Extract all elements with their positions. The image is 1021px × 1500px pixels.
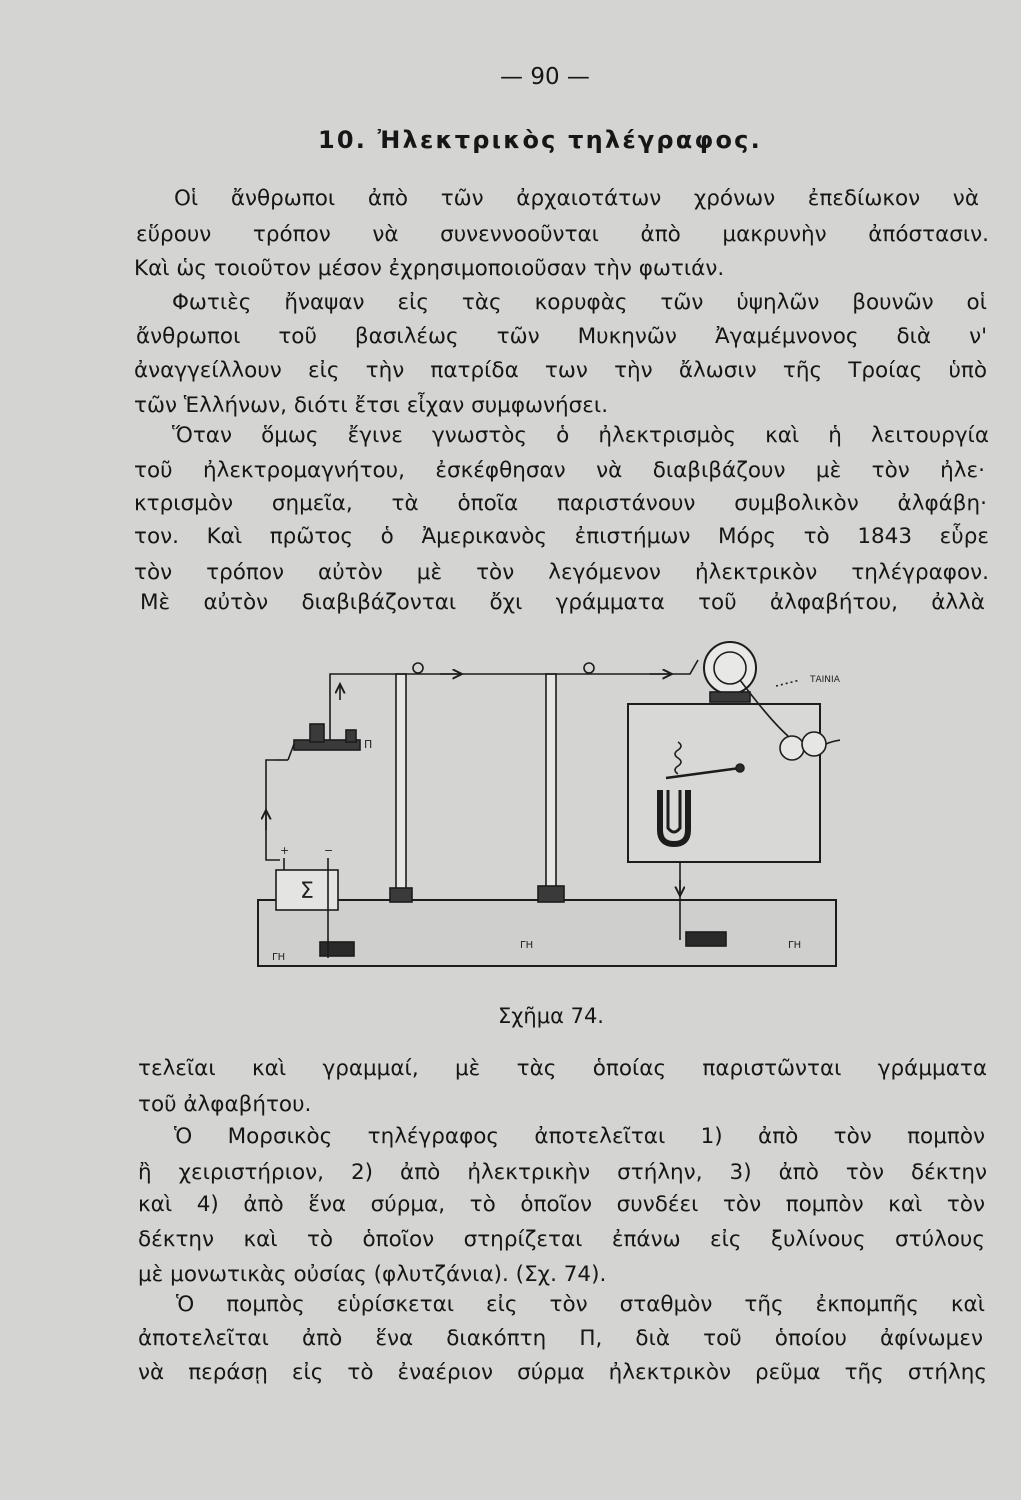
text-line: ἀποτελεῖται ἀπὸ ἕνα διακόπτη Π, διὰ τοῦ ὁποίου ἀφίνωμεν — [138, 1326, 983, 1351]
text-line: ἀναγγείλλουν εἰς τὴν πατρίδα των τὴν ἄλωσιν τῆς Τροίας ὑπὸ — [134, 358, 987, 383]
text-line: μὲ μονωτικὰς οὐσίας (φλυτζάνια). (Σχ. 74). — [138, 1262, 607, 1287]
text-line: Φωτιὲς ἤναψαν εἰς τὰς κορυφὰς τῶν ὑψηλῶν βουνῶν οἱ — [172, 290, 987, 315]
battery-minus: − — [324, 844, 334, 857]
battery-plus: + — [280, 844, 290, 857]
ground-label-right: ΓΗ — [788, 940, 802, 951]
text-line: τῶν Ἑλλήνων, διότι ἔτσι εἶχαν συμφωνήσει. — [134, 393, 609, 418]
text-line: εὕρουν τρόπον νὰ συνεννοοῦνται ἀπὸ μακρυνὴν ἀπόστασιν. — [136, 222, 989, 247]
text-line: τοῦ ἠλεκτρομαγνήτου, ἐσκέφθησαν νὰ διαβιβάζουν μὲ τὸν ἠλε· — [134, 458, 985, 483]
page-number: — 90 — — [500, 64, 590, 90]
ground-label-mid: ΓΗ — [520, 940, 534, 951]
text-line: Ὅταν ὅμως ἔγινε γνωστὸς ὁ ἠλεκτρισμὸς καὶ ἡ λειτουργία — [172, 423, 989, 448]
text-line: καὶ 4) ἀπὸ ἕνα σύρμα, τὸ ὁποῖον συνδέει τὸν πομπὸν καὶ τὸν — [138, 1192, 985, 1217]
switch-label: Π — [364, 738, 373, 751]
ground-label-left: ΓΗ — [272, 952, 286, 963]
text-line: τον. Καὶ πρῶτος ὁ Ἀμερικανὸς ἐπιστήμων Μόρς τὸ 1843 εὗρε — [134, 524, 989, 549]
section-title: 10. Ἠλεκτρικὸς τηλέγραφος. — [318, 126, 762, 154]
text-line: τὸν τρόπον αὐτὸν μὲ τὸν λεγόμενον ἠλεκτρικὸν τηλέγραφον. — [134, 560, 989, 585]
text-line: ἢ χειριστήριον, 2) ἀπὸ ἠλεκτρικὴν στήλην, 3) ἀπὸ τὸν δέκτην — [138, 1160, 987, 1185]
text-line: Μὲ αὐτὸν διαβιβάζονται ὄχι γράμματα τοῦ ἀλφαβήτου, ἀλλὰ — [140, 590, 985, 615]
text-line: Οἱ ἄνθρωποι ἀπὸ τῶν ἀρχαιοτάτων χρόνων ἐπεδίωκον νὰ — [174, 186, 979, 211]
battery-label: Σ — [300, 879, 314, 904]
text-line: δέκτην καὶ τὸ ὁποῖον στηρίζεται ἐπάνω εἰς ξυλίνους στύλους — [138, 1227, 985, 1252]
figure-caption: Σχῆμα 74. — [498, 1004, 604, 1028]
text-line: Ὁ πομπὸς εὑρίσκεται εἰς τὸν σταθμὸν τῆς ἐκπομπῆς καὶ — [176, 1292, 985, 1317]
text-line: ἄνθρωποι τοῦ βασιλέως τῶν Μυκηνῶν Ἀγαμέμνονος διὰ ν' — [136, 324, 987, 349]
tape-label: ΤΑΙΝΙΑ — [810, 675, 840, 685]
text-line: Ὁ Μορσικὸς τηλέγραφος ἀποτελεῖται 1) ἀπὸ τὸν πομπὸν — [174, 1124, 985, 1149]
telegraph-diagram — [240, 640, 840, 970]
text-line: Καὶ ὡς τοιοῦτον μέσον ἐχρησιμοποιοῦσαν τὴν φωτιάν. — [134, 256, 725, 281]
text-line: τοῦ ἀλφαβήτου. — [138, 1092, 312, 1117]
text-line: νὰ περάσῃ εἰς τὸ ἐναέριον σύρμα ἠλεκτρικὸν ρεῦμα τῆς στήλης — [138, 1360, 987, 1385]
text-line: τελεῖαι καὶ γραμμαί, μὲ τὰς ὁποίας παριστῶνται γράμματα — [138, 1056, 987, 1081]
text-line: κτρισμὸν σημεῖα, τὰ ὁποῖα παριστάνουν συμβολικὸν ἀλφάβη· — [134, 491, 987, 516]
